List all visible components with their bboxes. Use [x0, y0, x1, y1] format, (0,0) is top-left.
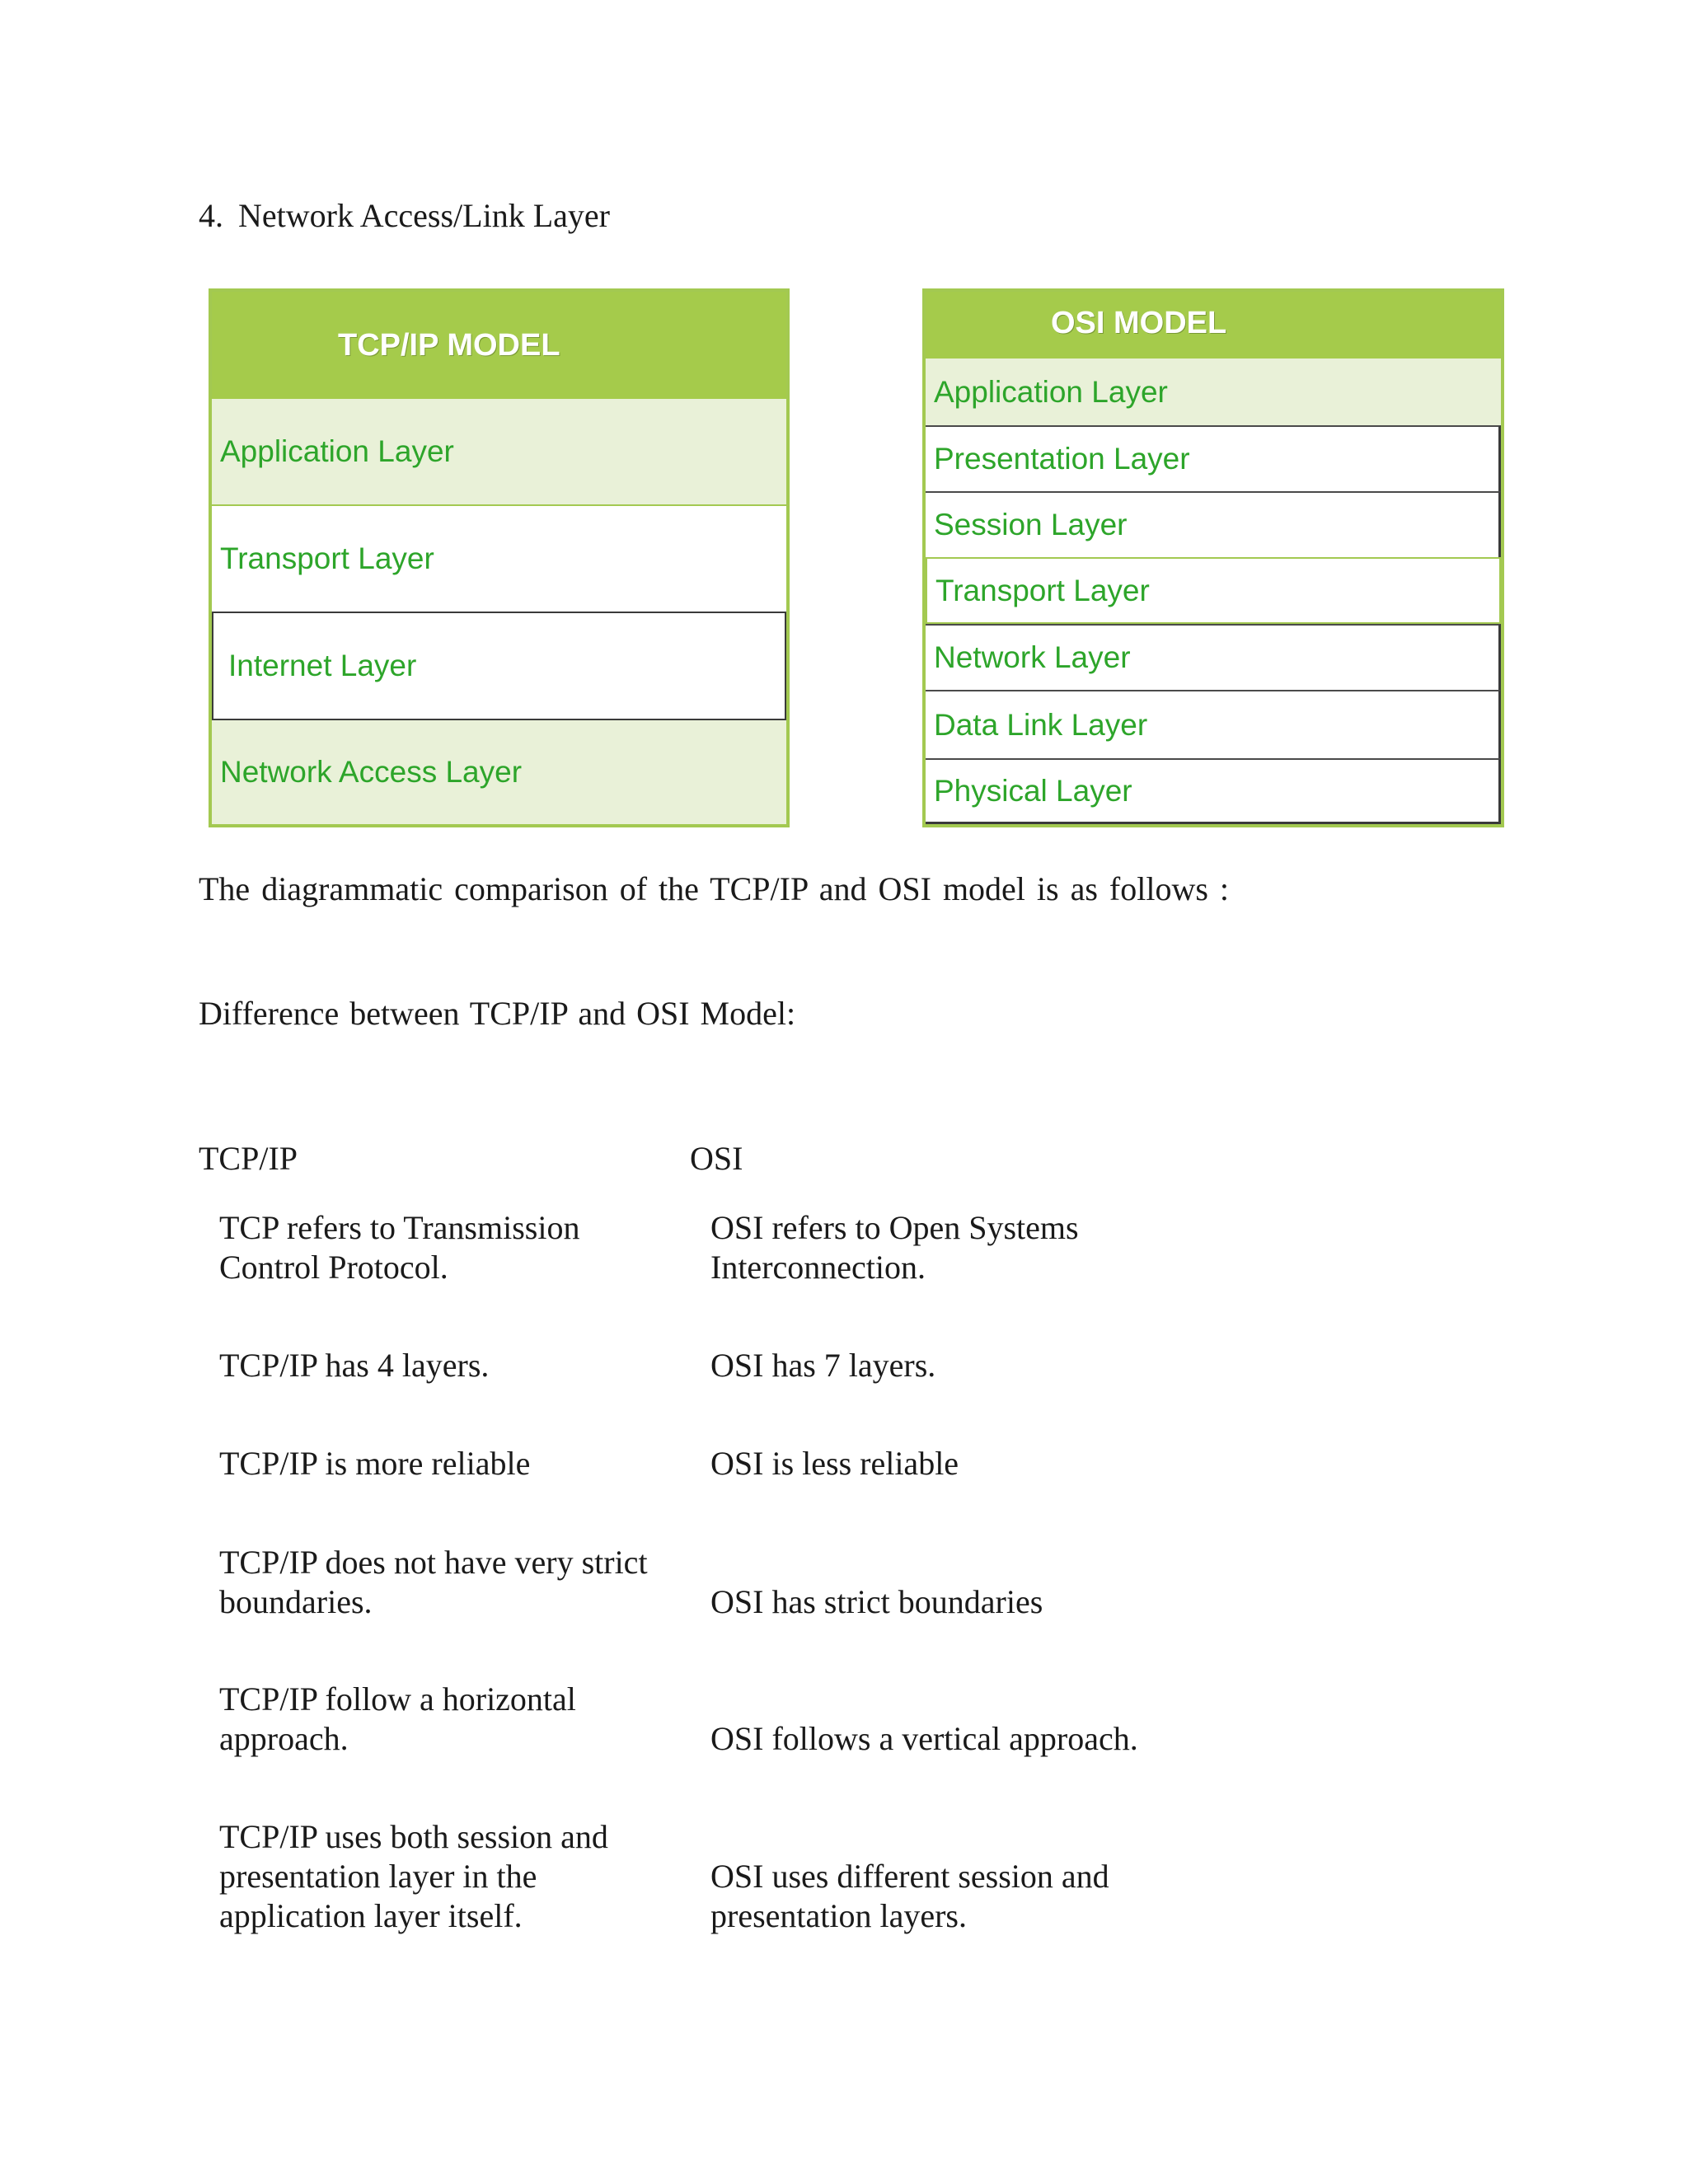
column-header-osi: OSI: [690, 1140, 743, 1177]
tcp-ip-model-header: [212, 292, 786, 399]
difference-heading: Difference between TCP/IP and OSI Model:: [199, 995, 796, 1032]
osi-model-title: OSI MODEL: [1051, 306, 1227, 340]
table-cell-osi: OSI follows a vertical approach.: [710, 1720, 1138, 1757]
table-cell-osi: OSI is less reliable: [710, 1445, 959, 1482]
osi-layer-data-link-label: Data Link Layer: [934, 707, 1148, 742]
tcp-layer-transport-label: Transport Layer: [220, 541, 434, 575]
osi-model-header: [926, 292, 1501, 359]
tcp-layer-transport: [212, 504, 786, 612]
table-cell-osi: OSI has 7 layers.: [710, 1347, 936, 1384]
osi-layer-physical: [926, 758, 1501, 824]
section-heading: [199, 196, 610, 235]
osi-model-diagram: [922, 288, 1504, 827]
table-cell-tcp: TCP/IP has 4 layers.: [219, 1347, 490, 1384]
diagram-caption: The diagrammatic comparison of the TCP/IP and OSI model is as follows :: [199, 870, 1230, 907]
osi-layer-presentation-label: Presentation Layer: [934, 442, 1190, 476]
osi-layer-network-label: Network Layer: [934, 640, 1131, 674]
tcp-ip-model-title: TCP/IP MODEL: [338, 328, 560, 363]
table-cell-tcp: TCP/IP uses both session and presentation layer in the application layer itself.: [219, 1818, 608, 1934]
table-cell-tcp: TCP refers to Transmission Control Protocol.: [219, 1209, 580, 1286]
tcp-layer-application-label: Application Layer: [220, 434, 454, 468]
tcp-layer-network-access: [212, 720, 786, 824]
osi-layer-transport-label: Transport Layer: [935, 573, 1150, 607]
osi-layer-application: [926, 359, 1501, 425]
tcp-layer-application: [212, 399, 786, 504]
table-cell-tcp: TCP/IP is more reliable: [219, 1445, 531, 1482]
osi-layer-network: [926, 624, 1501, 690]
tcp-ip-model-diagram: [209, 288, 790, 827]
table-cell-osi: OSI uses different session and presentation layers.: [710, 1858, 1109, 1934]
osi-layer-transport: [926, 557, 1501, 624]
tcp-layer-internet: [212, 612, 786, 720]
table-cell-tcp: TCP/IP does not have very strict boundaries.: [219, 1544, 648, 1620]
osi-layer-session: [926, 491, 1501, 557]
tcp-layer-network-access-label: Network Access Layer: [220, 755, 523, 789]
table-cell-osi: OSI refers to Open Systems Interconnection.: [710, 1209, 1079, 1286]
column-header-tcp-ip: TCP/IP: [199, 1140, 298, 1177]
osi-layer-application-label: Application Layer: [934, 374, 1168, 409]
section-number: 4.: [199, 197, 223, 234]
tcp-layer-internet-label: Internet Layer: [228, 649, 417, 682]
section-title: Network Access/Link Layer: [238, 197, 610, 234]
osi-layer-presentation: [926, 425, 1501, 491]
table-cell-osi: OSI has strict boundaries: [710, 1583, 1043, 1620]
table-cell-tcp: TCP/IP follow a horizontal approach.: [219, 1680, 576, 1757]
osi-layer-session-label: Session Layer: [934, 508, 1128, 541]
osi-layer-data-link: [926, 690, 1501, 758]
osi-layer-physical-label: Physical Layer: [934, 773, 1132, 808]
